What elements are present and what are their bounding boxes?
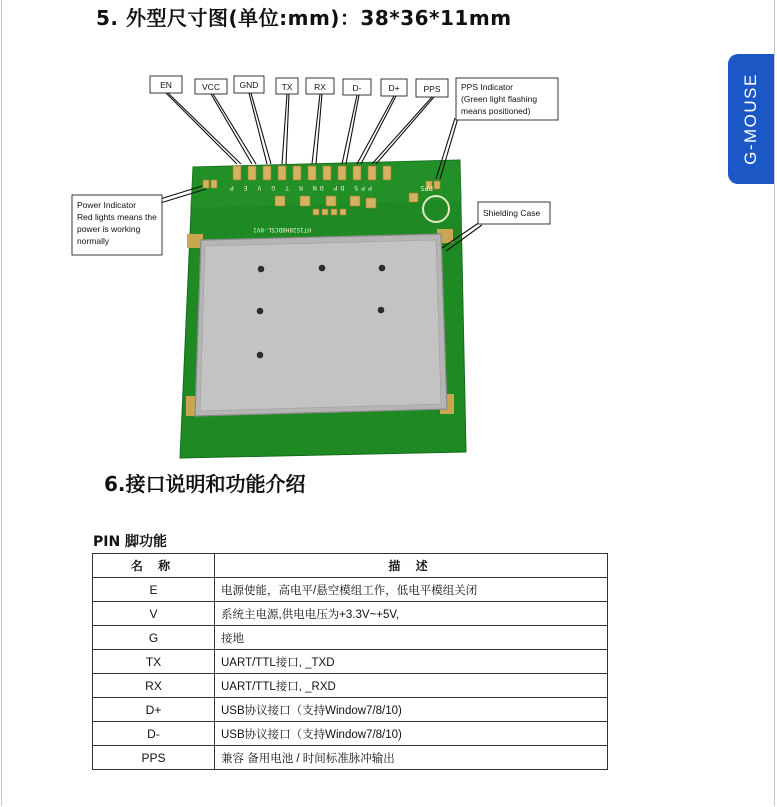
pin-label-dminus: D- [352, 83, 362, 93]
pps-indicator-callout [456, 78, 558, 120]
table-header-row [93, 554, 608, 578]
pin-name: RX [93, 674, 215, 698]
pin-description: UART/TTL接口, _TXD [215, 650, 608, 674]
pin-label-pps: PPS [423, 84, 441, 94]
pps-indicator-line3: means positioned) [461, 106, 531, 116]
pin-description: 兼容 备用电池 / 时间标准脉冲输出 [215, 746, 608, 770]
pps-indicator-line2: (Green light flashing [461, 94, 538, 104]
pin-name: D+ [93, 698, 215, 722]
table-row [93, 722, 608, 746]
header-name: 名 称 [93, 554, 215, 578]
pin-description: 接地 [215, 626, 608, 650]
header-description: 描 述 [215, 554, 608, 578]
pin-label-boxes [150, 76, 448, 97]
power-indicator-callout [72, 195, 162, 255]
silk-pins: PPS DP DN R T G V E P [226, 184, 372, 192]
shielding-case-label: Shielding Case [483, 208, 541, 218]
pin-description: 系统主电源,供电电压为+3.3V~+5V, [215, 602, 608, 626]
silk-model: HT1528H8DCSL-0V1 [253, 226, 311, 233]
power-indicator-line3: power is working [77, 224, 141, 234]
table-row [93, 626, 608, 650]
silk-pps: PPS [420, 184, 433, 192]
table-row [93, 674, 608, 698]
table-row [93, 746, 608, 770]
pin-label-gnd: GND [239, 80, 259, 90]
pin-description: UART/TTL接口, _RXD [215, 674, 608, 698]
pin-description: USB协议接口（支持Window7/8/10) [215, 698, 608, 722]
pin-description: 电源使能，高电平/悬空模组工作，低电平模组关闭 [215, 578, 608, 602]
table-row [93, 602, 608, 626]
pin-function-table [92, 553, 608, 770]
power-indicator-line1: Power Indicator [77, 200, 137, 210]
pin-name: E [93, 578, 215, 602]
pin-label-rx: RX [314, 82, 326, 92]
power-indicator-line4: normally [77, 236, 110, 246]
table-row [93, 650, 608, 674]
pin-name: PPS [93, 746, 215, 770]
pin-label-vcc: VCC [202, 82, 220, 92]
table-row [93, 578, 608, 602]
table-row [93, 698, 608, 722]
pin-description: USB协议接口（支持Window7/8/10) [215, 722, 608, 746]
shielding-case-callout [478, 202, 550, 224]
pin-name: G [93, 626, 215, 650]
pin-label-en: EN [160, 80, 172, 90]
pps-indicator-line1: PPS Indicator [461, 82, 513, 92]
section-5-title: 5. 外型尺寸图(单位:mm)：38*36*11mm [96, 6, 512, 30]
section-6-title: 6.接口说明和功能介绍 [104, 472, 306, 496]
pin-name: D- [93, 722, 215, 746]
pin-name: TX [93, 650, 215, 674]
pin-label-tx: TX [281, 82, 293, 92]
side-tab-label: G-MOUSE [741, 73, 760, 165]
pin-label-dplus: D+ [388, 83, 400, 93]
power-indicator-line2: Red lights means the [77, 212, 157, 222]
pin-function-heading: PIN 脚功能 [93, 534, 168, 550]
pin-name: V [93, 602, 215, 626]
